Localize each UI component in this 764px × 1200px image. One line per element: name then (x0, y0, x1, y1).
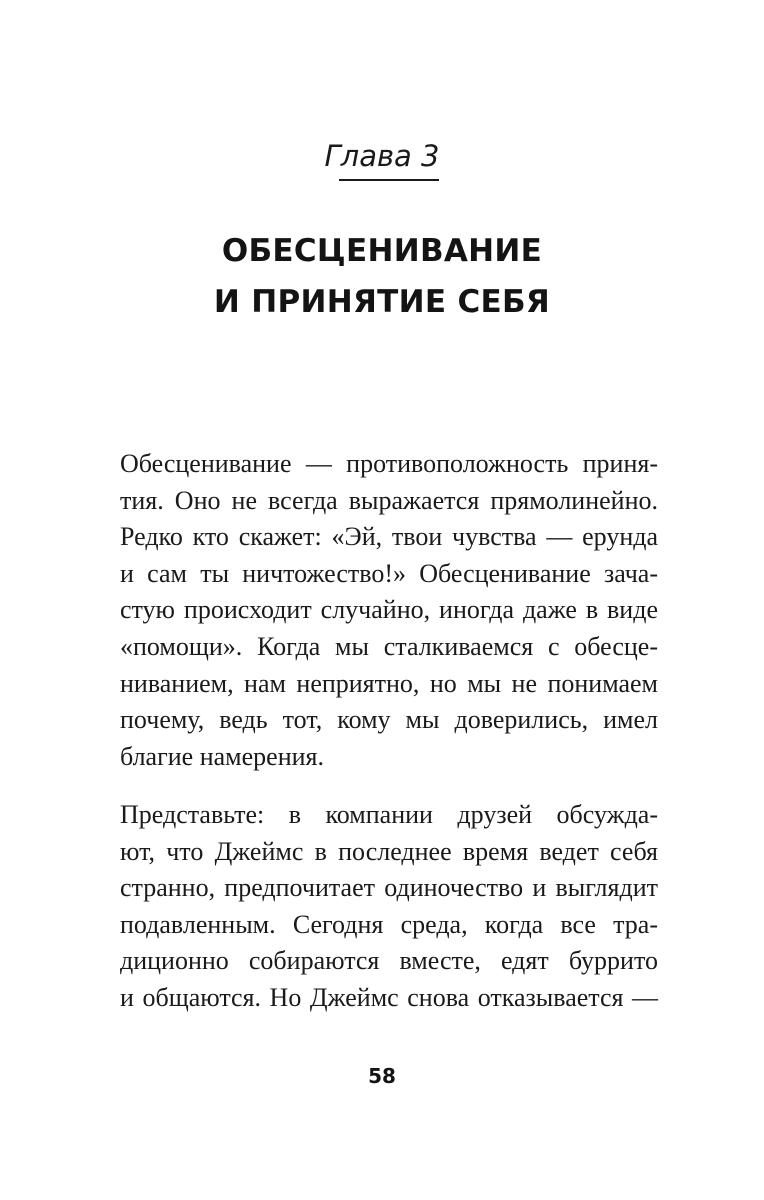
chapter-title (0, 226, 764, 328)
text-line: Редко кто скажет: «Эй, твои чувства — ерунда (120, 522, 658, 552)
text-line: стую происходит случайно, иногда даже в виде (120, 595, 658, 625)
text-line: Представьте: в компании друзей обсужда- (120, 800, 658, 829)
chapter-title-line: ОБЕСЦЕНИВАНИЕ (221, 233, 543, 269)
chapter-underline (339, 179, 439, 181)
page-number: 58 (368, 1064, 396, 1088)
chapter-label: Глава 3 (324, 139, 440, 173)
paragraph-1 (120, 446, 658, 775)
text-line: ют, что Джеймс в последнее время ведет себя (120, 836, 658, 866)
paragraph-2 (120, 797, 658, 1017)
text-line: диционно собираются вместе, едят буррито (120, 946, 658, 976)
text-line: и сам ты ничтожество!» Обесценивание зача- (120, 558, 658, 588)
text-line: благие намерения. (120, 741, 324, 771)
text-line: подавленным. Сегодня среда, когда все тра- (120, 909, 658, 939)
text-line: ниванием, нам неприятно, но мы не понимаем (120, 668, 658, 698)
text-line: почему, ведь тот, кому мы доверились, имел (120, 705, 658, 735)
text-line: тия. Оно не всегда выражается прямолинейно. (120, 485, 658, 515)
text-line: странно, предпочитает одиночество и выглядит (120, 873, 658, 903)
text-line: и общаются. Но Джеймс снова отказывается — (120, 982, 658, 1012)
text-line: Обесценивание — противоположность приня- (120, 449, 658, 478)
chapter-title-line: И ПРИНЯТИЕ СЕБЯ (213, 284, 551, 320)
text-line: «помощи». Когда мы сталкиваемся с обесце- (120, 631, 658, 661)
